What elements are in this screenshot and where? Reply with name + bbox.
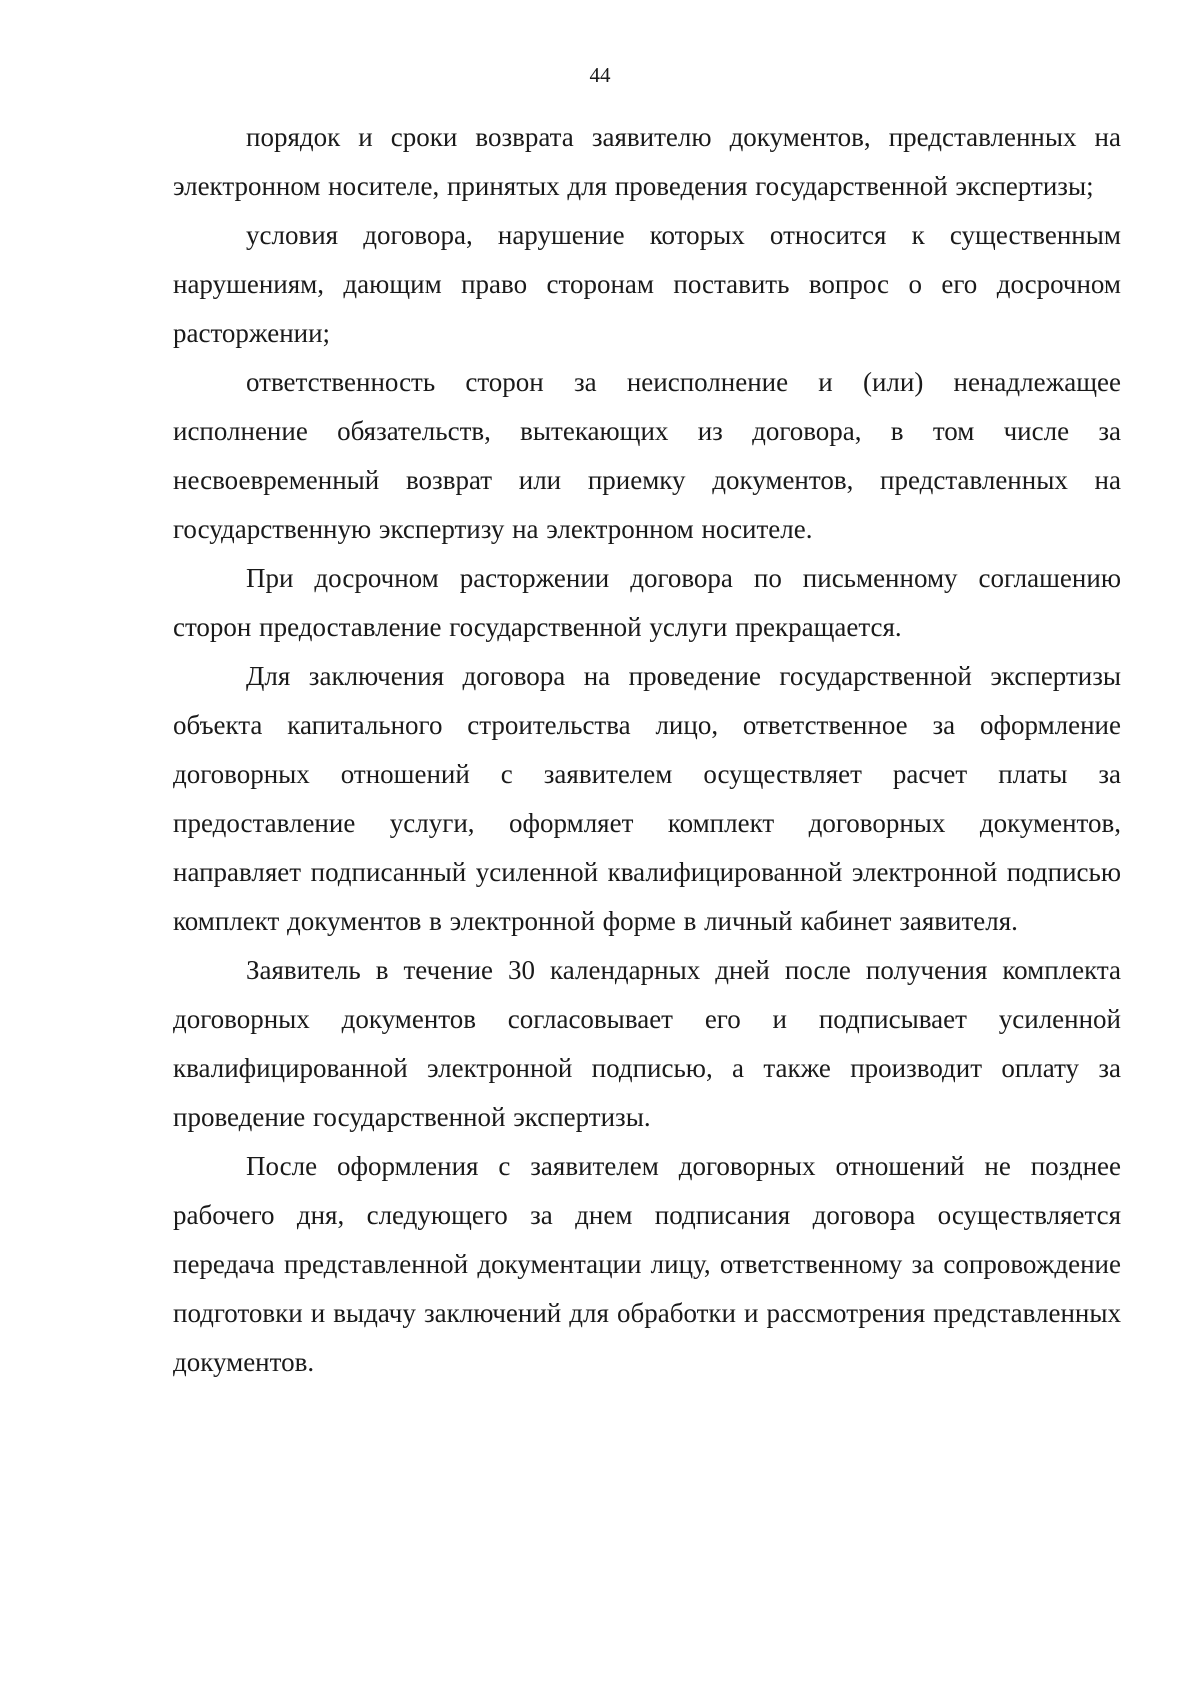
paragraph-contract-preparation: Для заключения договора на проведение государственной экспертизы объекта капитального строительства лицо, ответственное за оформление договорных отношений с заявителем осуществляет расчет платы за предоставление услуги, оформляет комплект договорных документов, направляет подписанный усиленной квалифицированной электронной подписью комплект документов в электронной форме в личный кабинет заявителя. xyxy=(173,661,1121,936)
document-body xyxy=(173,113,1121,1387)
paragraph-documentation-transfer: После оформления с заявителем договорных отношений не позднее рабочего дня, следующего за днем подписания договора осуществляется передача представленной документации лицу, ответственному за сопровождение подготовки и выдачу заключений для обработки и рассмотрения представленных документов. xyxy=(173,1151,1121,1377)
paragraph-early-termination: При досрочном расторжении договора по письменному соглашению сторон предоставление государственной услуги прекращается. xyxy=(173,563,1121,642)
paragraph-applicant-signing: Заявитель в течение 30 календарных дней после получения комплекта договорных документов согласовывает его и подписывает усиленной квалифицированной электронной подписью, а также производит оплату за проведение государственной экспертизы. xyxy=(173,955,1121,1132)
paragraph-contract-conditions: условия договора, нарушение которых относится к существенным нарушениям, дающим право сторонам поставить вопрос о его досрочном расторжении; xyxy=(173,220,1121,348)
paragraph-liability: ответственность сторон за неисполнение и (или) ненадлежащее исполнение обязательств, вытекающих из договора, в том числе за несвоевременный возврат или приемку документов, представленных на государственную экспертизу на электронном носителе. xyxy=(173,367,1121,544)
paragraph-return-terms: порядок и сроки возврата заявителю документов, представленных на электронном носителе, принятых для проведения государственной экспертизы; xyxy=(173,122,1121,201)
page-number: 44 xyxy=(589,63,611,87)
